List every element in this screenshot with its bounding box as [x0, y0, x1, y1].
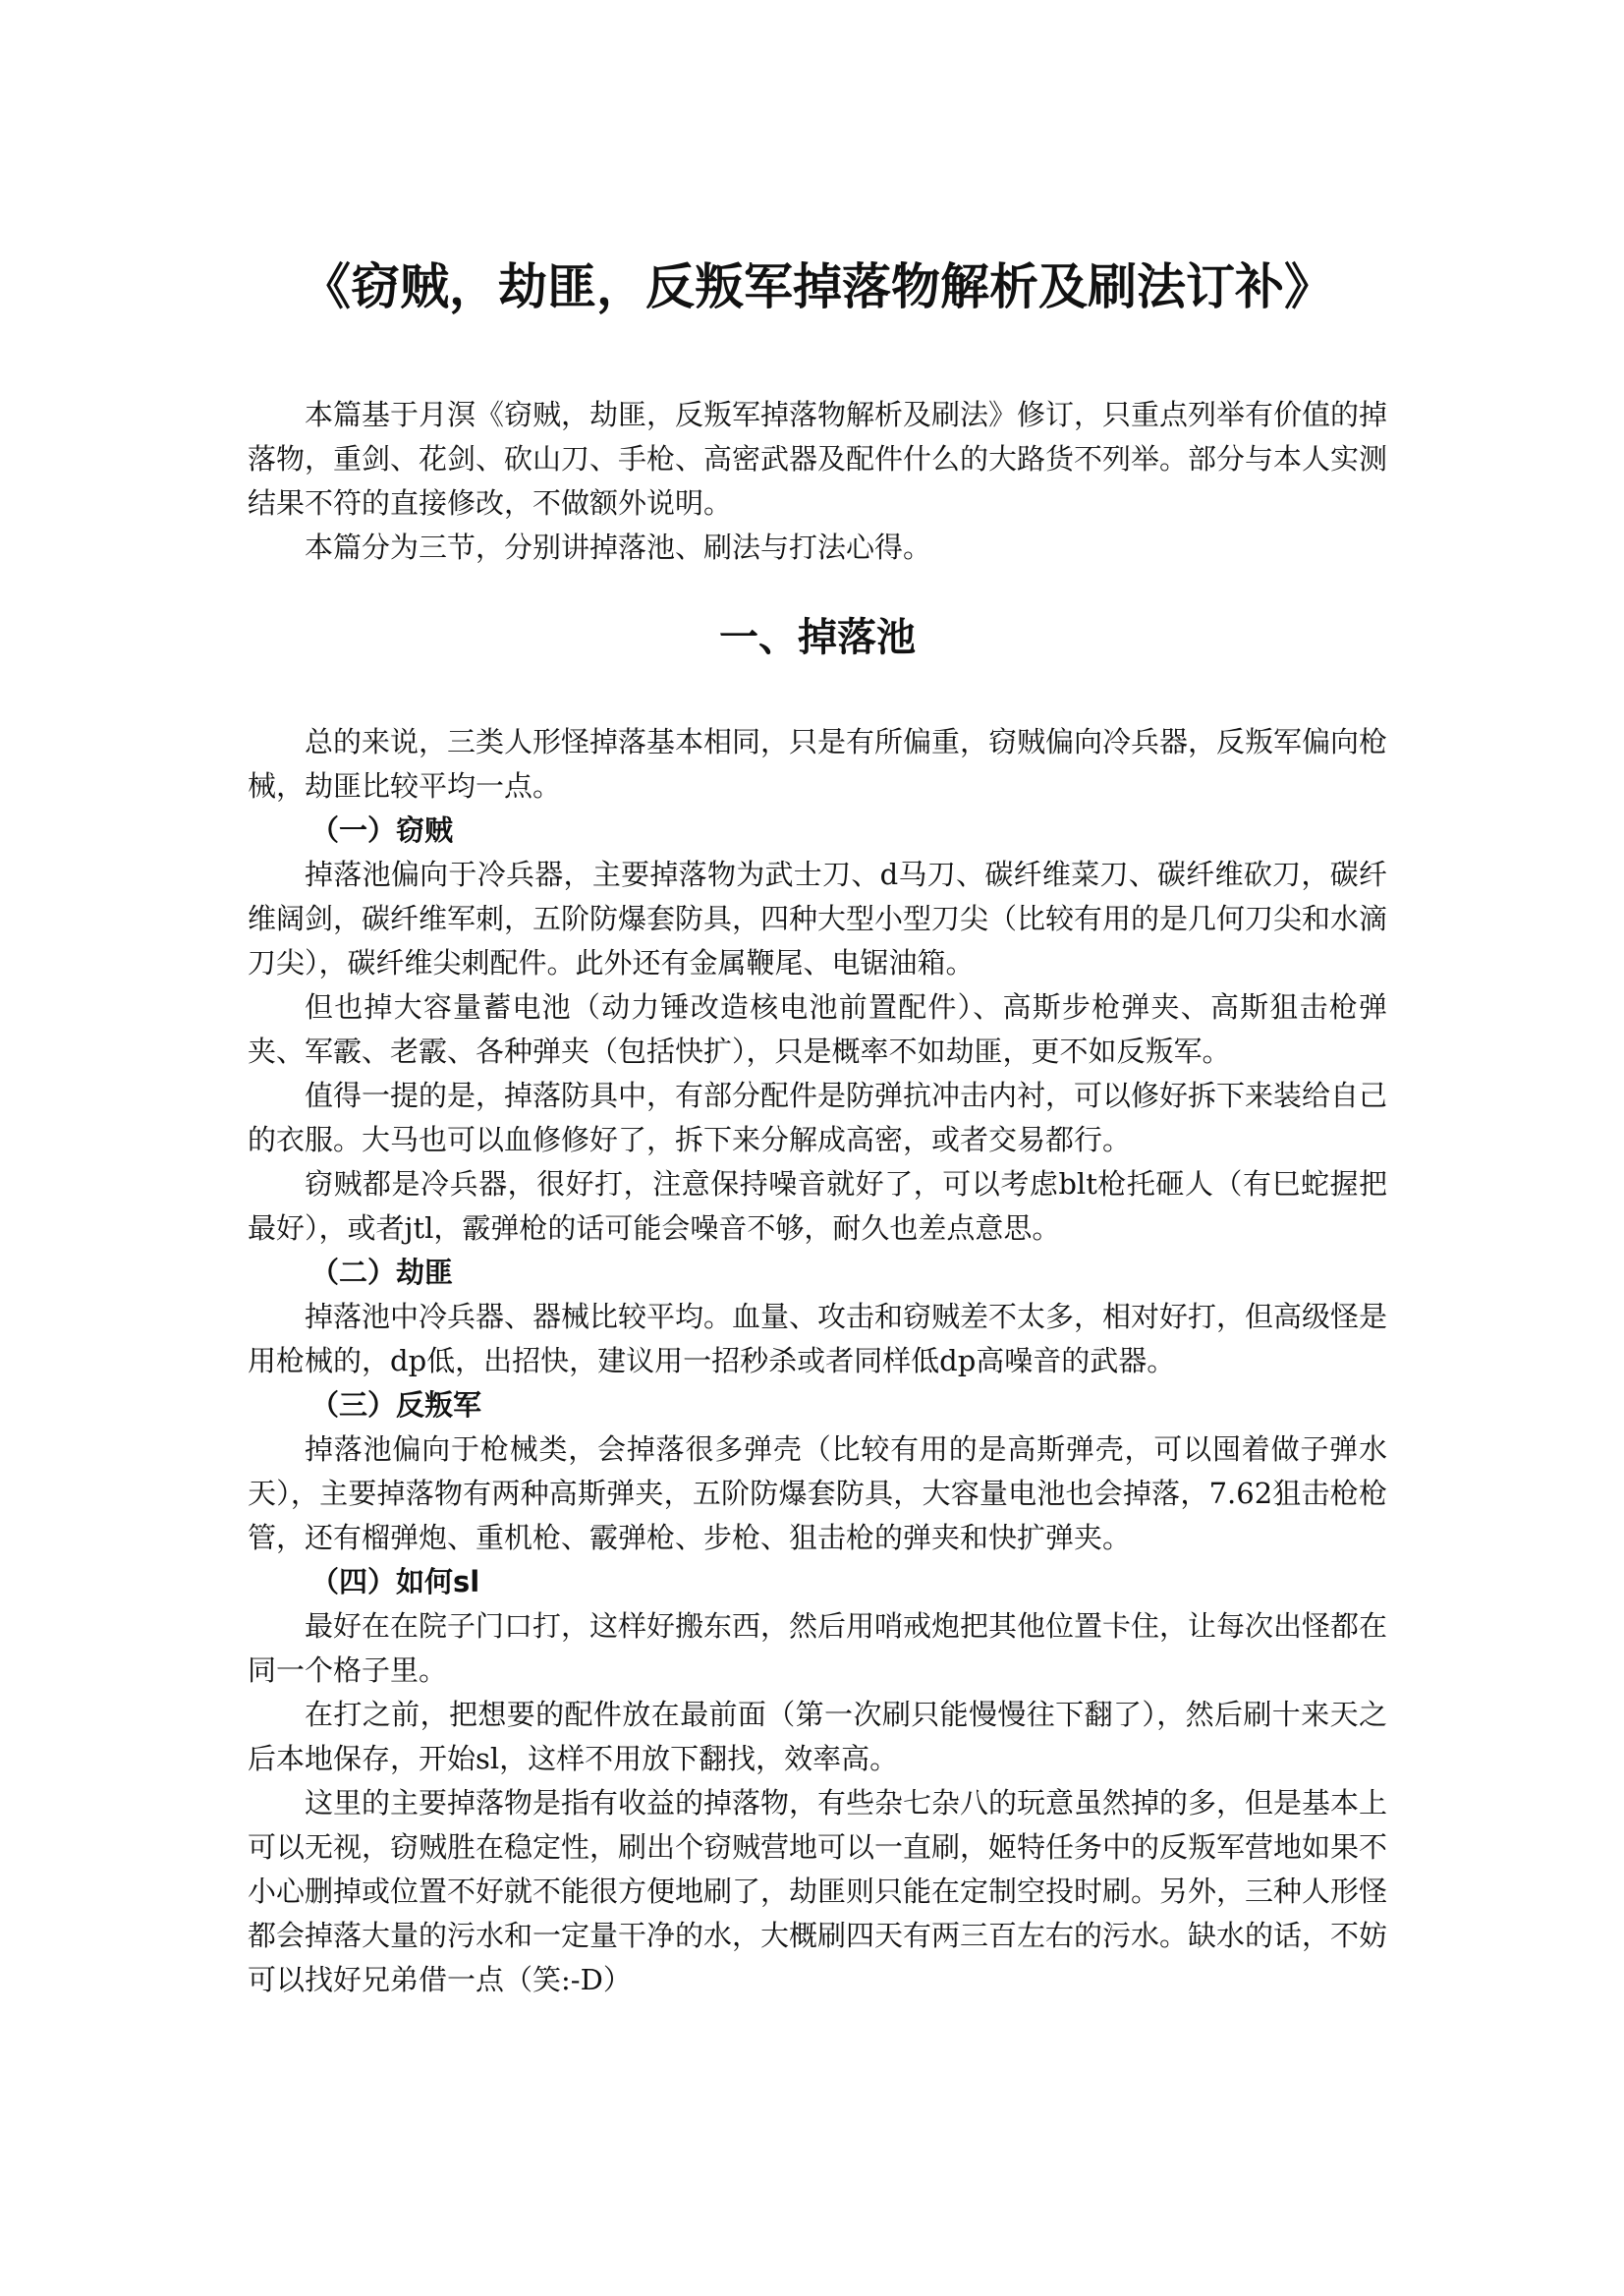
subsection-heading-rebels: （三）反叛军 [310, 1388, 482, 1422]
body-paragraph: 最好在在院子门口打，这样好搬东西，然后用哨戒炮把其他位置卡住，让每次出怪都在同一个格子里。 [248, 1609, 1388, 1687]
body-paragraph: 掉落池中冷兵器、器械比较平均。血量、攻击和窃贼差不太多，相对好打，但高级怪是用枪械的，dp低，出招快，建议用一招秒杀或者同样低dp高噪音的武器。 [248, 1300, 1388, 1377]
body-paragraph: 窃贼都是冷兵器，很好打，注意保持噪音就好了，可以考虑blt枪托砸人（有巳蛇握把最好），或者jtl，霰弹枪的话可能会噪音不够，耐久也差点意思。 [248, 1167, 1387, 1245]
intro-paragraph: 本篇基于月溟《窃贼，劫匪，反叛军掉落物解析及刷法》修订，只重点列举有价值的掉落物，重剑、花剑、砍山刀、手枪、高密武器及配件什么的大路货不列举。部分与本人实测结果不符的直接修改，不做额外说明。 [248, 398, 1388, 520]
body-paragraph: 值得一提的是，掉落防具中，有部分配件是防弹抗冲击内衬，可以修好拆下来装给自己的衣服。大马也可以血修修好了，拆下来分解成高密，或者交易都行。 [248, 1079, 1388, 1156]
subsection-heading-sl: （四）如何sl [310, 1565, 480, 1598]
subsection-heading-thieves: （一）窃贼 [310, 813, 454, 847]
section-heading: 一、掉落池 [719, 615, 916, 660]
body-paragraph: 这里的主要掉落物是指有收益的掉落物，有些杂七杂八的玩意虽然掉的多，但是基本上可以无视，窃贼胜在稳定性，刷出个窃贼营地可以一直刷，姬特任务中的反叛军营地如果不小心删掉或位置不好就不能很方便地刷了，劫匪则只能在定制空投时刷。另外，三种人形怪都会掉落大量的污水和一定量干净的水，大概刷四天有两三百左右的污水。缺水的话，不妨可以找好兄弟借一点（笑:-D） [248, 1786, 1388, 1996]
body-paragraph: 但也掉大容量蓄电池（动力锤改造核电池前置配件）、高斯步枪弹夹、高斯狙击枪弹夹、军霰、老霰、各种弹夹（包括快扩），只是概率不如劫匪，更不如反叛军。 [248, 990, 1387, 1068]
body-paragraph: 在打之前，把想要的配件放在最前面（第一次刷只能慢慢往下翻了），然后刷十来天之后本地保存，开始sl，这样不用放下翻找，效率高。 [248, 1698, 1387, 1775]
section-body [248, 720, 1387, 2002]
subsection-heading-robbers: （二）劫匪 [310, 1256, 454, 1289]
intro-paragraph: 本篇分为三节，分别讲掉落池、刷法与打法心得。 [305, 531, 932, 564]
document-title: 《窃贼，劫匪，反叛军掉落物解析及刷法订补》 [302, 258, 1333, 315]
body-paragraph: 掉落池偏向于枪械类，会掉落很多弹壳（比较有用的是高斯弹壳，可以囤着做子弹水天），主要掉落物有两种高斯弹夹，五阶防爆套防具，大容量电池也会掉落，7.62狙击枪枪管，还有榴弹炮、重机枪、霰弹枪、步枪、狙击枪的弹夹和快扩弹夹。 [248, 1432, 1387, 1554]
overview-paragraph: 总的来说，三类人形怪掉落基本相同，只是有所偏重，窃贼偏向冷兵器，反叛军偏向枪械，劫匪比较平均一点。 [248, 725, 1388, 803]
body-paragraph: 掉落池偏向于冷兵器，主要掉落物为武士刀、d马刀、碳纤维菜刀、碳纤维砍刀，碳纤维阔剑，碳纤维军刺，五阶防爆套防具，四种大型小型刀尖（比较有用的是几何刀尖和水滴刀尖），碳纤维尖刺配件。此外还有金属鞭尾、电锯油箱。 [248, 858, 1388, 980]
intro-block [248, 393, 1387, 570]
